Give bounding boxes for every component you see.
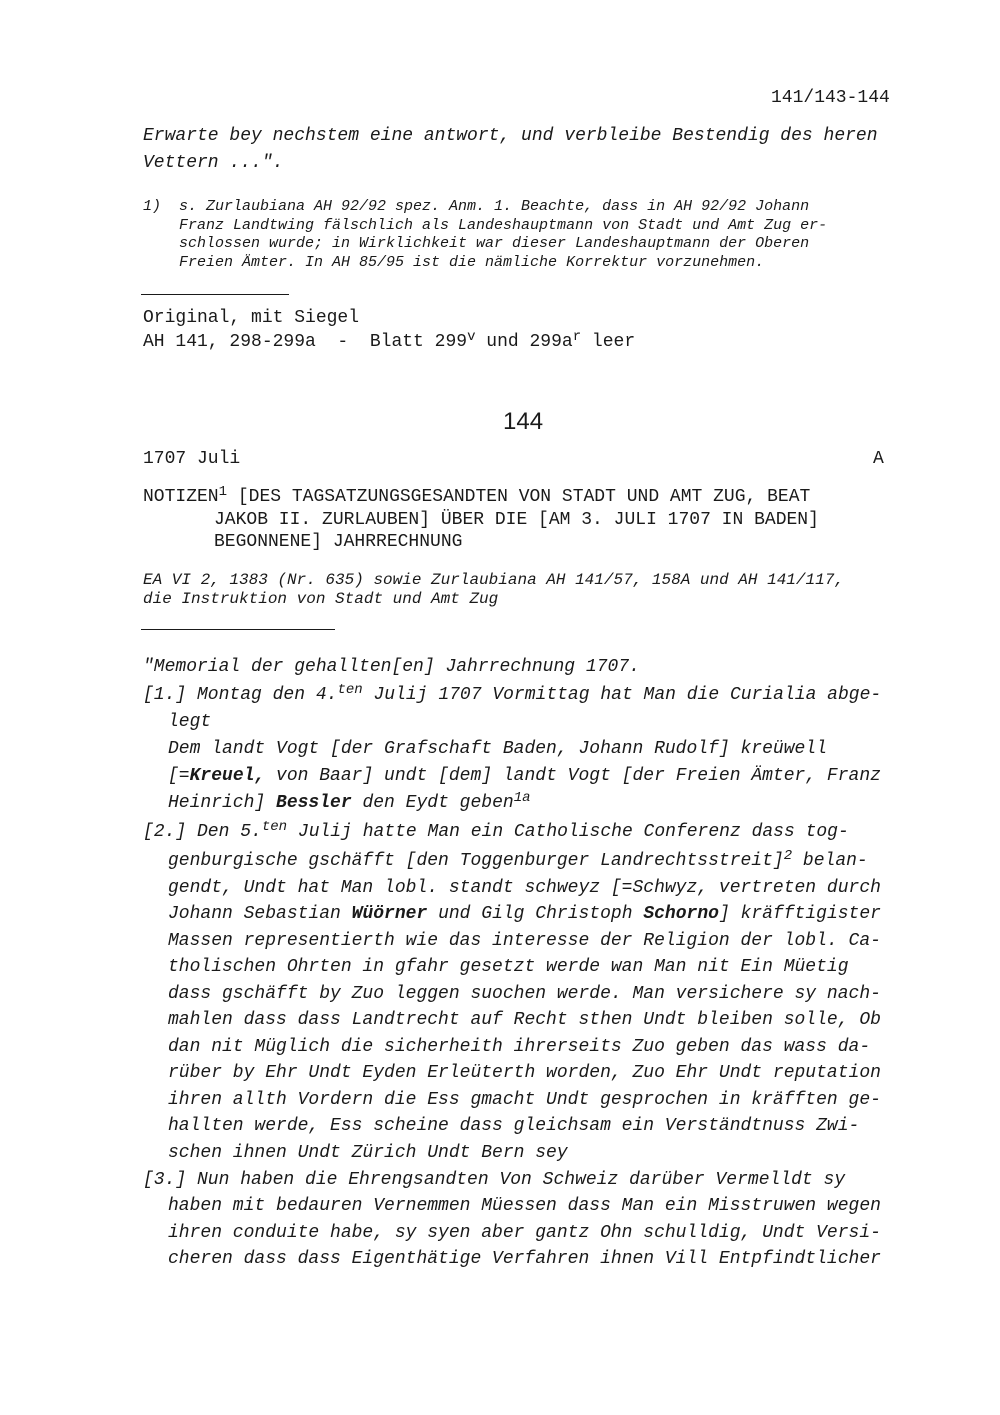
memorial-heading: "Memorial der gehallten[en] Jahrrechnung 1707. [143,657,640,677]
paragraph-line: ihren conduite habe, sy syen aber gantz Ohn schulldig, Undt Versi- [168,1223,881,1243]
document-title-line [143,483,811,507]
paragraph-line: cheren dass dass Eigenthätige Verfahren ihnen Vill Entpfindtlicher [168,1249,881,1269]
person-name: Kreuel, [189,766,266,786]
separator-rule [141,629,335,630]
verso-superscript: v [467,328,476,345]
document-title-line: BEGONNENE] JAHRRECHNUNG [214,532,463,552]
source-line: Original, mit Siegel [143,308,360,328]
paragraph-line [168,847,868,871]
paragraph-line: hallten werde, Ess scheine dass gleichsam ein Verständtnuss Zwi- [168,1116,860,1136]
paragraph-line: Dem landt Vogt [der Grafschaft Baden, Johann Rudolf] kreüwell [168,739,827,759]
source-text: und 299a [475,332,573,352]
text-run: Julij hatte Man ein Catholische Conferenz dass tog- [287,822,849,842]
person-name: Schorno [643,904,719,924]
paragraph-line: legt [168,712,212,732]
reference-line: die Instruktion von Stadt und Amt Zug [143,590,499,608]
title-text: [DES TAGSATZUNGSGESANDTEN VON STADT UND AMT ZUG, BEAT [227,487,811,507]
footnote-marker: 1) [143,198,162,215]
paragraph-line: schen ihnen Undt Zürich Undt Bern sey [168,1143,568,1163]
paragraph-line: mahlen dass dass Landtrecht auf Recht sthen Undt bleiben solle, Ob [168,1010,881,1030]
ordinal-superscript: ten [337,681,363,698]
recto-superscript: r [572,328,582,345]
paragraph-line: tholischen Ohrten in gfahr gesetzt werde wan Man nit Ein Müetig [168,957,849,977]
person-name: Wüörner [351,904,428,924]
text-run: und Gilg Christoph [427,904,644,924]
footnote-line: schlossen wurde; in Wirklichkeit war dieser Landeshauptmann der Oberen [179,235,810,252]
paragraph-line: haben mit bedauren Vernemmen Müessen dass Man ein Misstruwen wegen [168,1196,881,1216]
text-run: Johann Sebastian [168,904,352,924]
text-run: von Baar] undt [dem] landt Vogt [der Freien Ämter, Franz [265,766,881,786]
text-run: [2.] Den 5. [143,822,262,842]
paragraph-line [168,789,531,813]
paragraph-line: rüber by Ehr Undt Eyden Erleüterth worden, Zuo Ehr Undt reputation [168,1063,881,1083]
text-run: [1.] Montag den 4. [143,685,338,705]
page-reference: 141/143-144 [771,88,890,108]
document-letter: A [873,449,884,469]
paragraph-line [168,766,881,786]
document-number: 144 [503,408,544,435]
text-run: [= [168,766,190,786]
ordinal-superscript: ten [261,818,288,835]
footnote-ref: 2 [783,847,793,864]
footnote-line: Freien Ämter. In AH 85/95 ist die nämliche Korrektur vorzunehmen. [179,254,765,271]
closing-line: Erwarte bey nechstem eine antwort, und verbleibe Bestendig des heren [143,126,878,146]
text-run: belan- [792,851,868,871]
text-run: Julij 1707 Vormittag hat Man die Curialia abge- [362,685,882,705]
person-name: Bessler [276,793,352,813]
reference-line: EA VI 2, 1383 (Nr. 635) sowie Zurlaubiana AH 141/57, 158A und AH 141/117, [143,571,844,589]
paragraph-line [143,681,882,705]
source-line [143,328,636,352]
document-date: 1707 Juli [143,449,241,469]
source-text: leer [581,332,636,352]
footnote-line: s. Zurlaubiana AH 92/92 spez. Anm. 1. Beachte, dass in AH 92/92 Johann [179,198,810,215]
text-run: ] kräfftigister [718,904,881,924]
paragraph-line: ihren allth Vordern die Ess gmacht Undt gesprochen in kräfften ge- [168,1090,881,1110]
paragraph-line: dan nit Müglich die sicherheith ihrerseits Zuo geben das wass da- [168,1037,871,1057]
text-run: Heinrich] [168,793,277,813]
document-title-line: JAKOB II. ZURLAUBEN] ÜBER DIE [AM 3. JULI 1707 IN BADEN] [214,510,819,530]
footnote-ref: 1 [218,483,228,500]
paragraph-line [168,904,881,924]
footnote-ref: 1a [513,789,531,806]
footnote-line: Franz Landtwing fälschlich als Landeshauptmann von Stadt und Amt Zug er- [179,217,828,234]
text-run: genburgische gschäfft [den Toggenburger Landrechtsstreit] [168,851,784,871]
paragraph-line: [3.] Nun haben die Ehrengsandten Von Schweiz darüber Vermelldt sy [143,1170,846,1190]
paragraph-line: gendt, Undt hat Man lobl. standt schweyz [=Schwyz, vertreten durch [168,878,881,898]
source-text: AH 141, 298-299a - Blatt 299 [143,332,468,352]
title-text: NOTIZEN [143,487,219,507]
paragraph-line: Massen representierth wie das interesse der Religion der lobl. Ca- [168,931,881,951]
text-run: den Eydt geben [351,793,514,813]
separator-rule [141,294,289,295]
closing-line: Vettern ...". [143,153,284,173]
paragraph-line: dass gschäfft by Zuo leggen suochen werde. Man versichere sy nach- [168,984,881,1004]
paragraph-line [143,818,849,842]
